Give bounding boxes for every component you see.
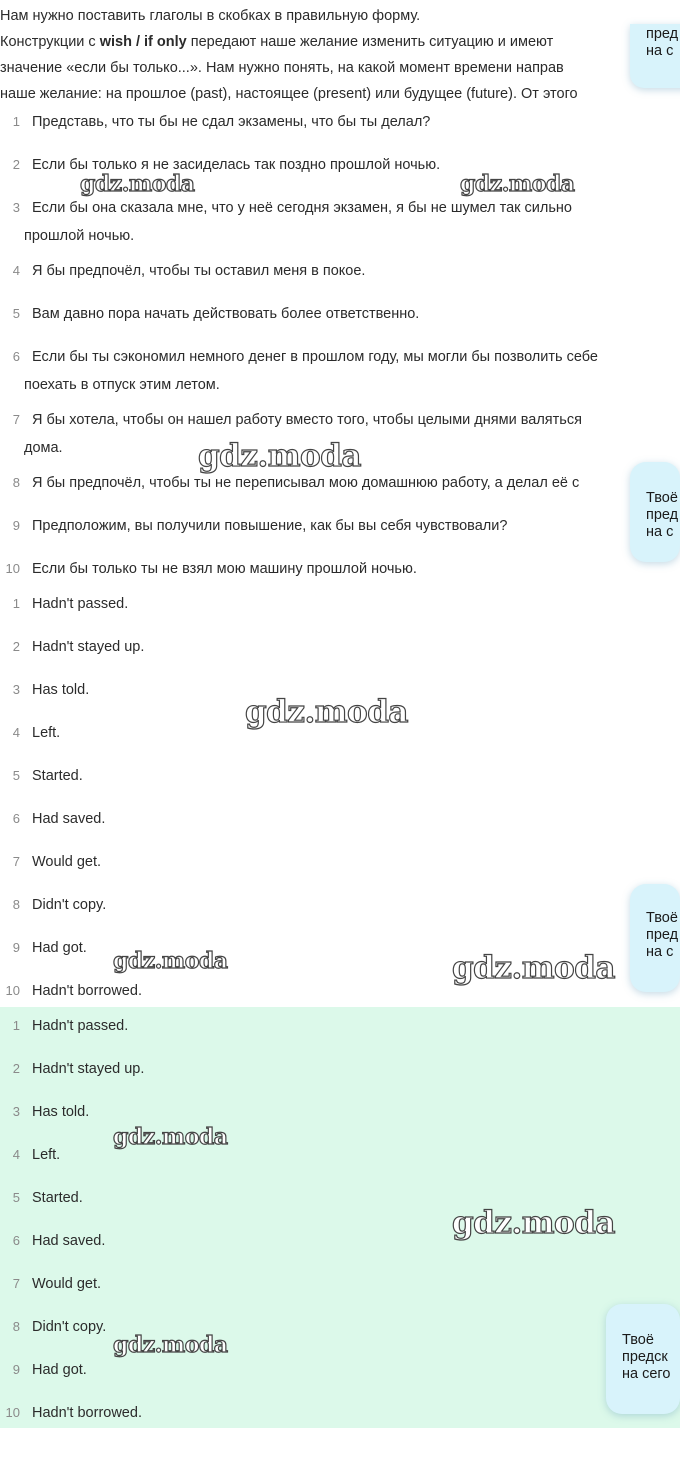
item-number: 9 bbox=[12, 1362, 20, 1377]
watermark: gdz.moda bbox=[113, 948, 228, 974]
bubble-text: на с bbox=[646, 43, 674, 59]
item-text: Если бы только ты не взял мою машину прошлой ночью. bbox=[32, 561, 417, 577]
bubble-text: Твоё bbox=[646, 910, 678, 926]
chat-bubble[interactable] bbox=[606, 1304, 680, 1414]
item-number: 10 bbox=[5, 1405, 20, 1420]
item-number: 7 bbox=[12, 412, 20, 427]
item-number: 7 bbox=[12, 1276, 20, 1291]
bubble-text: пред bbox=[646, 26, 679, 42]
bubble-text: на с bbox=[646, 944, 674, 960]
item-number: 5 bbox=[12, 768, 20, 783]
watermark: gdz.moda bbox=[452, 950, 615, 986]
item-number: 8 bbox=[12, 897, 20, 912]
item-text: Didn't copy. bbox=[32, 1319, 107, 1335]
item-text: Has told. bbox=[32, 1104, 90, 1120]
item-text: Hadn't borrowed. bbox=[32, 983, 142, 999]
bubble-text: на с bbox=[646, 524, 674, 540]
item-number: 4 bbox=[12, 1147, 20, 1162]
item-number: 2 bbox=[12, 1061, 20, 1076]
item-number: 10 bbox=[5, 983, 20, 998]
item-text: Я бы предпочёл, чтобы ты оставил меня в покое. bbox=[32, 263, 366, 279]
chat-bubble[interactable] bbox=[630, 884, 680, 992]
item-number: 3 bbox=[12, 1104, 20, 1119]
intro-line: наше желание: на прошлое (past), настоящее (present) или будущее (future). От этого bbox=[0, 86, 578, 102]
item-number: 1 bbox=[12, 1018, 20, 1033]
item-number: 10 bbox=[5, 561, 20, 576]
item-number: 4 bbox=[12, 725, 20, 740]
bubble-text: Твоё bbox=[646, 490, 678, 506]
watermark: gdz.moda bbox=[113, 1124, 228, 1150]
watermark: gdz.moda bbox=[80, 171, 195, 197]
item-number: 4 bbox=[12, 263, 20, 278]
watermark: gdz.moda bbox=[113, 1332, 228, 1358]
item-text: Если бы она сказала мне, что у неё сегодня экзамен, я бы не шумел так сильно bbox=[32, 200, 572, 216]
intro-fragment: Конструкции с bbox=[0, 34, 100, 50]
item-text: Если бы ты сэкономил немного денег в прошлом году, мы могли бы позволить себе bbox=[32, 349, 598, 365]
item-number: 3 bbox=[12, 682, 20, 697]
bubble-text: Твоё bbox=[622, 1332, 654, 1348]
bubble-text: на сего bbox=[622, 1366, 671, 1382]
item-text: Вам давно пора начать действовать более ответственно. bbox=[32, 306, 420, 322]
bubble-text: пред bbox=[646, 507, 679, 523]
item-text: Представь, что ты бы не сдал экзамены, что бы ты делал? bbox=[32, 114, 431, 130]
intro-keyword: wish / if only bbox=[99, 34, 187, 50]
item-text: Hadn't borrowed. bbox=[32, 1405, 142, 1421]
item-text: Had saved. bbox=[32, 1233, 106, 1249]
item-text: Had got. bbox=[32, 1362, 87, 1378]
item-text: Hadn't passed. bbox=[32, 1018, 129, 1034]
bubble-text: пред bbox=[646, 927, 679, 943]
item-number: 6 bbox=[12, 1233, 20, 1248]
item-number: 1 bbox=[12, 114, 20, 129]
item-text: Я бы хотела, чтобы он нашел работу вместо того, чтобы целыми днями валяться bbox=[32, 412, 582, 428]
item-text: Had got. bbox=[32, 940, 87, 956]
item-text: прошлой ночью. bbox=[24, 228, 135, 244]
item-number: 9 bbox=[12, 518, 20, 533]
item-text: Would get. bbox=[32, 1276, 102, 1292]
chat-bubble[interactable] bbox=[630, 462, 680, 562]
item-text: Hadn't stayed up. bbox=[32, 1061, 145, 1077]
item-text: Started. bbox=[32, 768, 83, 784]
bubble-text: предск bbox=[622, 1349, 668, 1365]
item-number: 2 bbox=[12, 157, 20, 172]
item-text: поехать в отпуск этим летом. bbox=[24, 377, 220, 393]
watermark: gdz.moda bbox=[452, 1205, 615, 1241]
item-number: 1 bbox=[12, 596, 20, 611]
item-text: Hadn't passed. bbox=[32, 596, 129, 612]
watermark: gdz.moda bbox=[460, 171, 575, 197]
item-text: дома. bbox=[24, 440, 63, 456]
item-text: Hadn't stayed up. bbox=[32, 639, 145, 655]
item-text: Has told. bbox=[32, 682, 90, 698]
intro-line bbox=[0, 29, 650, 55]
item-number: 5 bbox=[12, 306, 20, 321]
item-text: Left. bbox=[32, 1147, 61, 1163]
item-number: 3 bbox=[12, 200, 20, 215]
item-text: Left. bbox=[32, 725, 61, 741]
item-number: 8 bbox=[12, 1319, 20, 1334]
watermark: gdz.moda bbox=[198, 438, 361, 474]
intro-text bbox=[0, 3, 650, 107]
item-text: Would get. bbox=[32, 854, 102, 870]
item-number: 2 bbox=[12, 639, 20, 654]
intro-fragment: передают наше желание изменить ситуацию и имеют bbox=[186, 34, 554, 50]
item-text: Я бы предпочёл, чтобы ты не переписывал мою домашнюю работу, а делал её с bbox=[32, 475, 580, 491]
item-text: Started. bbox=[32, 1190, 83, 1206]
item-number: 7 bbox=[12, 854, 20, 869]
item-number: 6 bbox=[12, 811, 20, 826]
item-text: Had saved. bbox=[32, 811, 106, 827]
intro-line: Нам нужно поставить глаголы в скобках в правильную форму. bbox=[0, 8, 421, 24]
item-number: 5 bbox=[12, 1190, 20, 1205]
item-number: 6 bbox=[12, 349, 20, 364]
intro-line: значение «если бы только...». Нам нужно понять, на какой момент времени направ bbox=[0, 60, 564, 76]
item-text: Если бы только я не засиделась так поздно прошлой ночью. bbox=[32, 157, 441, 173]
chat-bubble[interactable] bbox=[630, 24, 680, 88]
item-text: Didn't copy. bbox=[32, 897, 107, 913]
item-text: Предположим, вы получили повышение, как бы вы себя чувствовали? bbox=[32, 518, 508, 534]
item-number: 8 bbox=[12, 475, 20, 490]
watermark: gdz.moda bbox=[245, 694, 408, 730]
item-number: 9 bbox=[12, 940, 20, 955]
